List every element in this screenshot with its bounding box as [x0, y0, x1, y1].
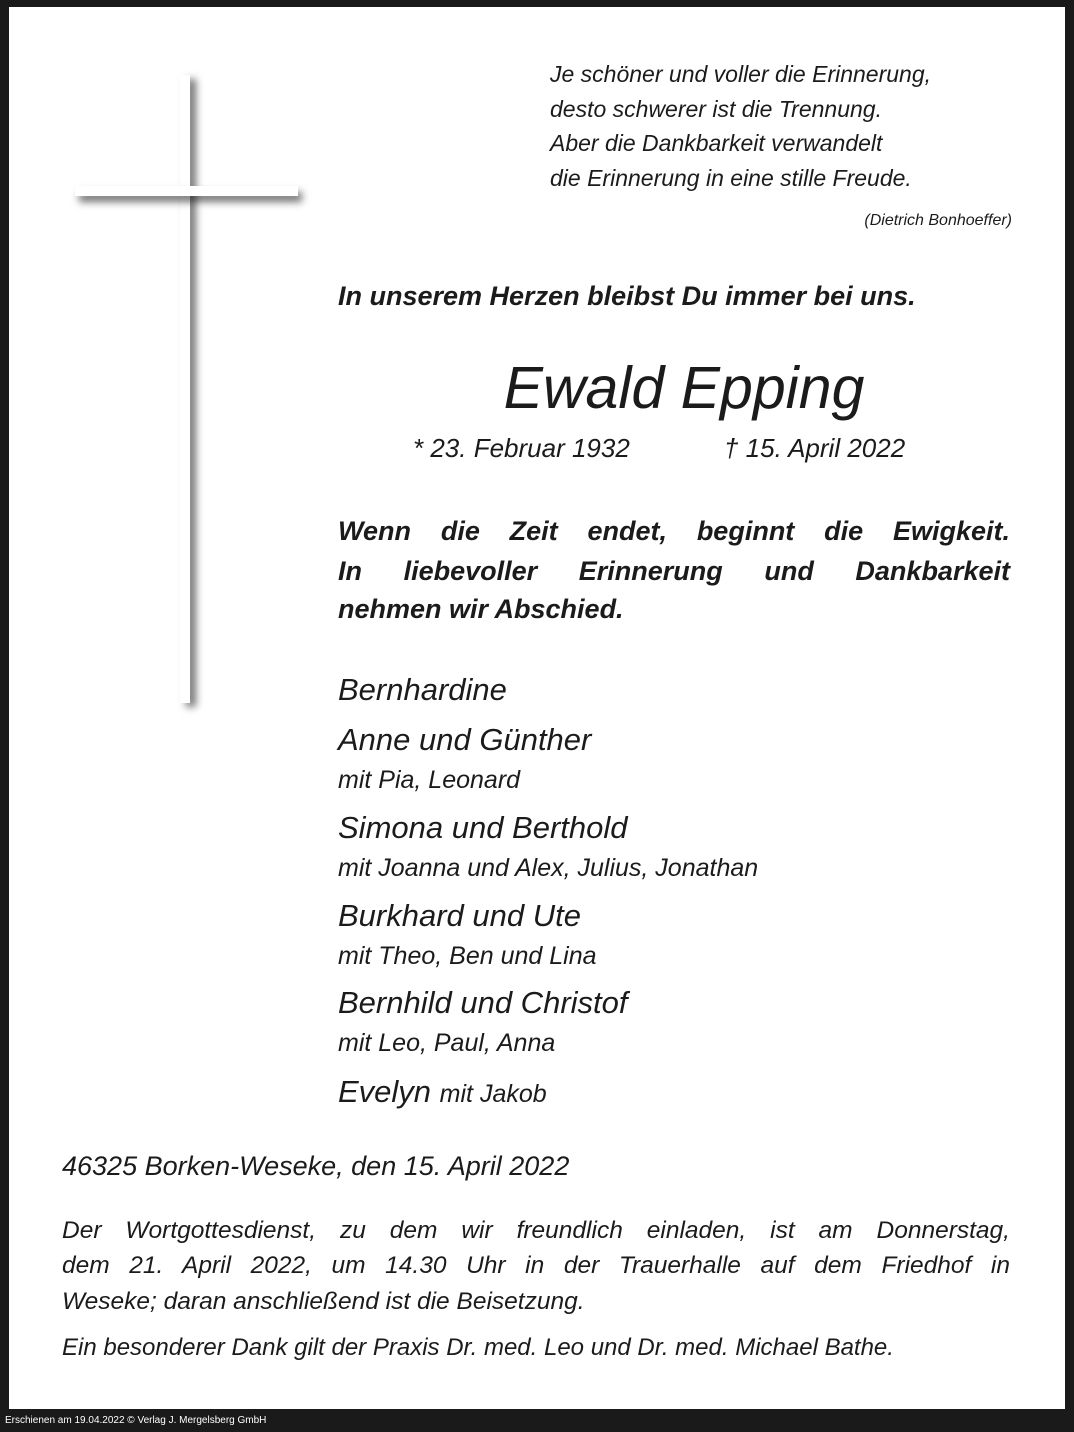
cross-icon — [180, 75, 190, 703]
family-member-row — [338, 1074, 547, 1110]
thanks-note: Ein besonderer Dank gilt der Praxis Dr. med. Leo und Dr. med. Michael Bathe. — [62, 1334, 894, 1361]
place-date: 46325 Borken-Weseke, den 15. April 2022 — [62, 1151, 570, 1181]
quote-line: Je schöner und voller die Erinnerung, — [550, 61, 932, 87]
family-member: Burkhard und Ute — [338, 898, 581, 933]
quote-line: die Erinnerung in eine stille Freude. — [550, 165, 912, 191]
service-line: dem 21. April 2022, um 14.30 Uhr in der Trauerhalle auf dem Friedhof in — [62, 1252, 1010, 1279]
footer-bar — [0, 1409, 1074, 1432]
family-member: Evelyn — [338, 1074, 432, 1109]
farewell-line: nehmen wir Abschied. — [338, 594, 624, 624]
family-member: Bernhardine — [338, 672, 507, 707]
quote-line: desto schwerer ist die Trennung. — [550, 96, 882, 122]
quote-author: (Dietrich Bonhoeffer) — [864, 212, 1012, 229]
publication-note: Erschienen am 19.04.2022 © Verlag J. Mergelsberg GmbH — [5, 1415, 267, 1426]
farewell-line: Wenn die Zeit endet, beginnt die Ewigkeit. — [338, 516, 1010, 546]
motto: In unserem Herzen bleibst Du immer bei uns. — [338, 281, 916, 311]
family-children: mit Jakob — [439, 1080, 547, 1108]
family-children: mit Joanna und Alex, Julius, Jonathan — [338, 854, 759, 882]
farewell-line: In liebevoller Erinnerung und Dankbarkeit — [338, 556, 1010, 586]
deceased-name: Ewald Epping — [503, 355, 865, 421]
service-line: Weseke; daran anschließend ist die Beisetzung. — [62, 1288, 585, 1315]
birth-date: * 23. Februar 1932 — [413, 433, 630, 463]
cross-center — [180, 186, 190, 196]
quote-line: Aber die Dankbarkeit verwandelt — [550, 130, 883, 156]
death-date: † 15. April 2022 — [724, 433, 906, 463]
family-member: Bernhild und Christof — [338, 985, 628, 1020]
family-member: Simona und Berthold — [338, 810, 628, 845]
obituary-page — [9, 7, 1065, 1409]
family-children: mit Theo, Ben und Lina — [338, 942, 597, 970]
family-children: mit Leo, Paul, Anna — [338, 1029, 556, 1057]
family-children: mit Pia, Leonard — [338, 766, 521, 794]
service-line: Der Wortgottesdienst, zu dem wir freundlich einladen, ist am Donnerstag, — [62, 1217, 1010, 1244]
family-member: Anne und Günther — [338, 722, 592, 757]
